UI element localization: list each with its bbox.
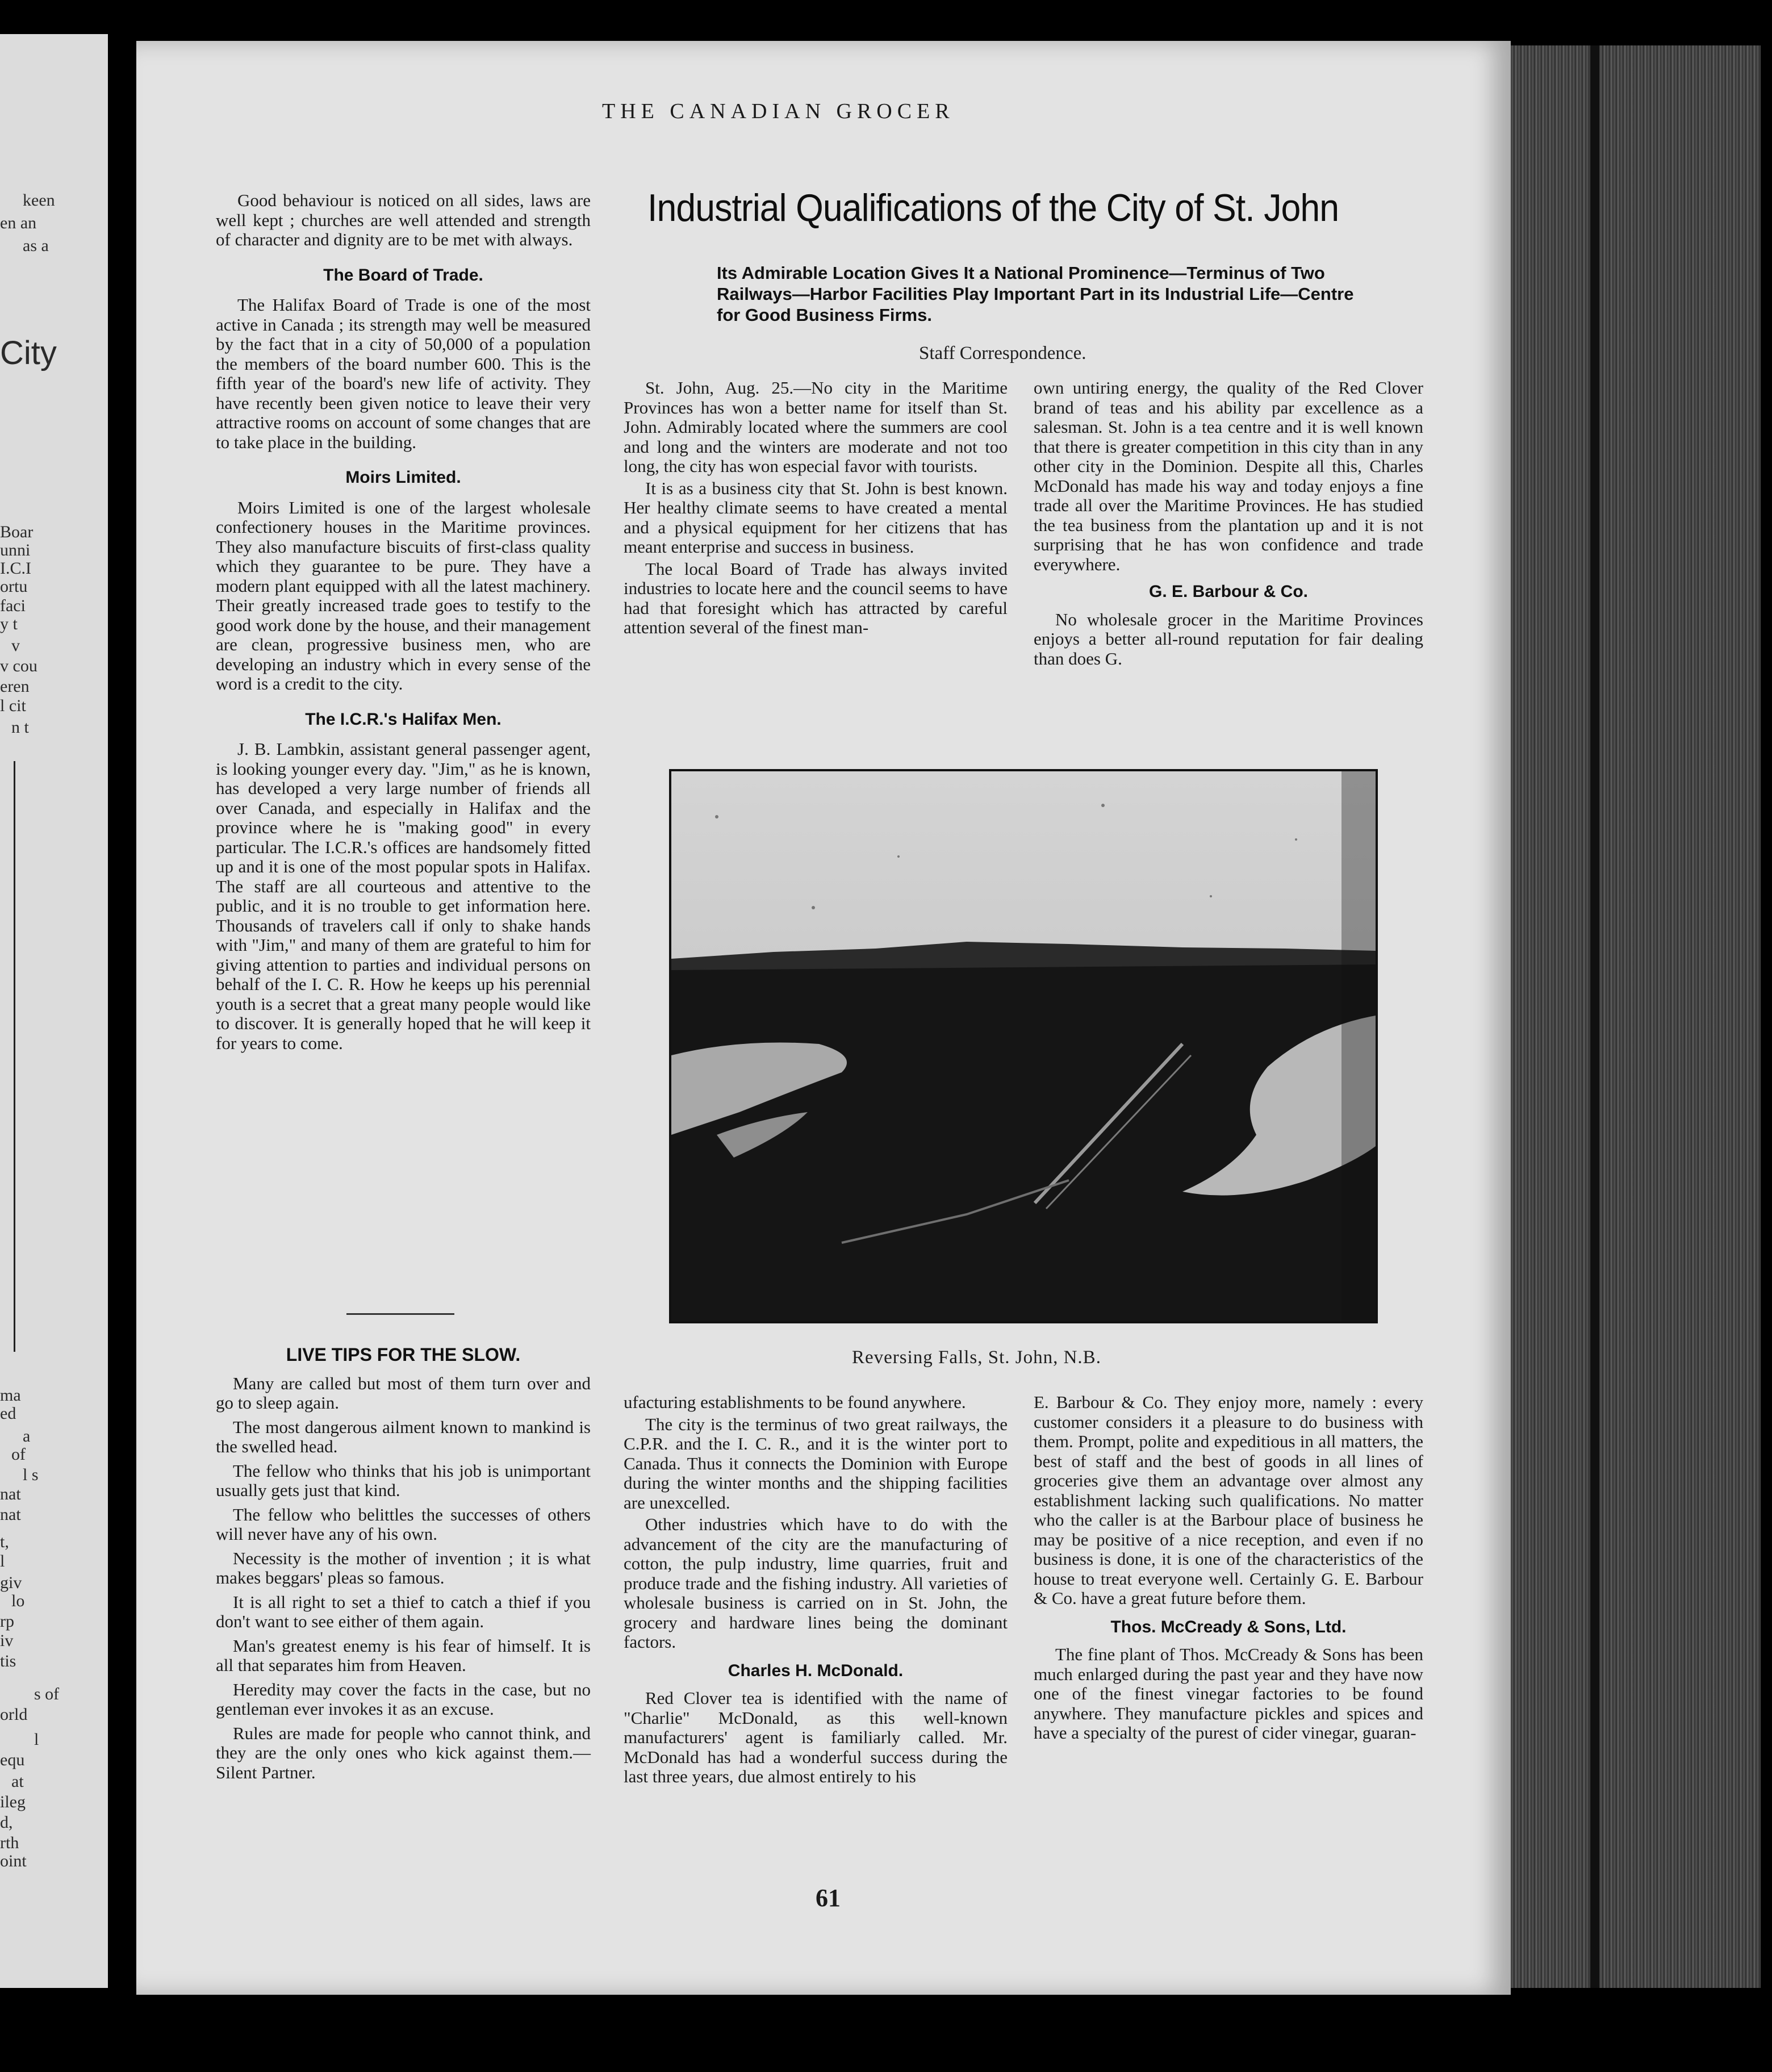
article-byline: Staff Correspondence.	[919, 343, 1086, 364]
section-body-icr: J. B. Lambkin, assistant general passenger agent, is looking younger every day. "Jim," as he is known, has developed a very large number of friends all over Canada, and especially in Halifax and the province where he is "making good" in every particular. The I.C.R.'s offices are handsomely fitted up and it is one of the most popular spots in Halifax. The staff are all courteous and attentive to the public, and it is no trouble to get information here. Thousands of travelers call if only to shake hands with "Jim," and many of them are grateful to him for giving attention to parties and individual persons on behalf of the I. C. R. How he keeps up his perennial youth is a secret that a great many people would like to discover. It is generally hoped that he will keep it for years to come.	[216, 739, 591, 1053]
section-body-board-of-trade: The Halifax Board of Trade is one of the most active in Canada ; its strength may well be measured by the fact that in a city of 50,000 of a population the members of the board number 600. This is the fifth year of the board's new life of activity. They have recently been given notice to leave their very attractive rooms on account of some changes that are to take place in the building.	[216, 295, 591, 452]
section-title-mccready: Thos. McCready & Sons, Ltd.	[1110, 1617, 1347, 1636]
live-tip-item: Many are called but most of them turn over and go to sleep again.	[216, 1373, 591, 1413]
section-body-moirs: Moirs Limited is one of the largest wholesale confectionery houses in the Maritime provinces. They also manufacture biscuits of first-class quality which they guarantee to be pure. They have a modern plant equipped with all the latest machinery. Their greatly increased trade goes to testify to the good work done by the house, and their management are clean, progressive business men, who are developing an industry which in every sense of the word is a credit to the city.	[216, 497, 591, 694]
photo-caption: Reversing Falls, St. John, N.B.	[852, 1347, 1101, 1368]
facing-page-text-fragment: unni	[0, 541, 31, 559]
article-headline: Industrial Qualifications of the City of St. John	[647, 186, 1339, 229]
facing-page-text-fragment: nat	[0, 1505, 21, 1524]
facing-page-text-fragment: en an	[0, 214, 37, 232]
facing-page-text-fragment: orld	[0, 1705, 28, 1724]
facing-page-text-fragment: of	[11, 1445, 26, 1464]
article-paragraph: E. Barbour & Co. They enjoy more, namely : every customer considers it a pleasure to do business with them. Prompt, polite and expeditious in all matters, the best of staff and the best of goods in all lines of groceries give them an advantage over almost any establishment lacking such qualifications. No matter who the caller is at the Barbour place of business he may be positive of a nice reception, and even if no business is done, it is one of the characteristics of the house to treat everyone well. Certainly G. E. Barbour & Co. have a great future before them.	[1034, 1392, 1423, 1608]
facing-page-text-fragment: v	[11, 636, 20, 655]
live-tip-item: The most dangerous ailment known to mankind is the swelled head.	[216, 1417, 591, 1456]
facing-page-border-rule	[0, 761, 15, 1352]
live-tip-item: Rules are made for people who cannot think, and they are the only ones who kick against them.—Silent Partner.	[216, 1723, 591, 1782]
facing-page-text-fragment: nat	[0, 1485, 21, 1503]
facing-page-text-fragment: v cou	[0, 657, 37, 675]
section-title-board-of-trade: The Board of Trade.	[323, 265, 483, 285]
facing-page-text-fragment: eren	[0, 677, 30, 696]
facing-page-text-fragment: at	[11, 1772, 24, 1791]
article-column-2-top	[1034, 378, 1423, 669]
live-tips-list	[216, 1374, 591, 1783]
facing-page-text-fragment: y t	[0, 615, 18, 633]
facing-page-text-fragment: I.C.I	[0, 559, 31, 578]
column-divider-rule	[346, 1313, 454, 1315]
article-paragraph: Other industries which have to do with the advancement of the city are the manufacturing of cotton, the pulp industry, lime quarries, fruit and produce trade and the fishing industry. All varieties of wholesale business is carried on in St. John, the grocery and hardware lines being the dominant factors.	[624, 1514, 1008, 1652]
section-body-mcdonald: Red Clover tea is identified with the name of "Charlie" McDonald, as this well-known manufacturers' agent is familiarly called. Mr. McDonald has had a wonderful success during the last three years, due almost entirely to his	[624, 1688, 1008, 1786]
facing-page-text-fragment: a	[23, 1427, 31, 1446]
live-tip-item: It is all right to set a thief to catch a thief if you don't want to see either of them again.	[216, 1591, 591, 1631]
live-tip-item: The fellow who belittles the successes of others will never have any of his own.	[216, 1504, 591, 1544]
photo-image	[671, 771, 1376, 1321]
facing-page-text-fragment: Boar	[0, 523, 34, 541]
facing-page-text-fragment: oint	[0, 1852, 27, 1870]
facing-page-text-fragment: ileg	[0, 1793, 26, 1811]
book-page-edge	[1511, 45, 1761, 1988]
running-head: THE CANADIAN GROCER	[602, 99, 955, 123]
article-paragraph: The local Board of Trade has always invited industries to locate here and the council seems to have had that foresight which has attracted by careful attention several of the finest man-	[624, 558, 1008, 637]
facing-page-text-fragment: d,	[0, 1813, 13, 1832]
facing-page-text-fragment: n t	[11, 718, 29, 737]
facing-page-text-fragment: keen	[23, 191, 55, 210]
facing-page-text-fragment: l	[0, 1552, 5, 1570]
facing-page-text-fragment: l cit	[0, 696, 26, 715]
live-tips-title: LIVE TIPS FOR THE SLOW.	[286, 1344, 521, 1365]
reversing-falls-photo	[669, 769, 1378, 1323]
section-body-barbour: No wholesale grocer in the Maritime Provinces enjoys a better all-round reputation for fair dealing than does G.	[1034, 609, 1423, 669]
live-tip-item: Man's greatest enemy is his fear of himself. It is all that separates him from Heaven.	[216, 1635, 591, 1675]
section-title-moirs: Moirs Limited.	[345, 468, 461, 487]
live-tip-item: Necessity is the mother of invention ; it is what makes beggars' pleas so famous.	[216, 1548, 591, 1588]
facing-page-text-fragment: equ	[0, 1751, 25, 1769]
article-column-1-bottom	[624, 1393, 1008, 1787]
section-title-mcdonald: Charles H. McDonald.	[728, 1661, 904, 1680]
page-number: 61	[816, 1884, 841, 1912]
facing-page-text-fragment: giv	[0, 1573, 22, 1592]
facing-page-text-fragment: faci	[0, 596, 26, 615]
live-tips-box	[216, 1345, 591, 1782]
article-deck: Its Admirable Location Gives It a National Prominence—Terminus of Two Railways—Harbor Facilities Play Important Part in its Industrial Life—Centre for Good Business Firms.	[717, 263, 1354, 325]
facing-page-text-fragment: l s	[23, 1465, 39, 1484]
facing-page-text-fragment: l	[34, 1730, 39, 1749]
section-title-icr: The I.C.R.'s Halifax Men.	[305, 709, 501, 729]
article-paragraph: ufacturing establishments to be found anywhere.	[624, 1392, 966, 1412]
article-column-1-top	[624, 378, 1008, 638]
article-paragraph: own untiring energy, the quality of the Red Clover brand of teas and his ability par excellence as a salesman. St. John is a tea centre and it is well known that there is greater competition in this city than in any other city in the Dominion. Despite all this, Charles McDonald has made his way and today enjoys a fine trade all over the Maritime Provinces. He has studied the tea business from the plantation up and it is not surprising that he has won confidence and trade everywhere.	[1034, 378, 1423, 574]
article-paragraph: It is as a business city that St. John is best known. Her healthy climate seems to have created a mental and a physical equipment for her citizens that has meant enterprise and success in business.	[624, 478, 1008, 557]
facing-page-text-fragment: rp	[0, 1612, 14, 1631]
article-column-2-bottom	[1034, 1393, 1423, 1743]
live-tip-item: The fellow who thinks that his job is unimportant usually gets just that kind.	[216, 1460, 591, 1500]
facing-page-text-fragment: s of	[34, 1685, 60, 1703]
facing-page-text-fragment: ed	[0, 1404, 16, 1423]
facing-page-text-fragment: ma	[0, 1386, 21, 1405]
facing-page-text-fragment: City	[0, 335, 57, 371]
facing-page-text-fragment: iv	[0, 1631, 14, 1650]
facing-page-text-fragment: tis	[0, 1652, 16, 1670]
facing-page-text-fragment: lo	[11, 1591, 25, 1610]
live-tip-item: Heredity may cover the facts in the case, but no gentleman ever invokes it as an excuse.	[216, 1679, 591, 1719]
article-paragraph: The city is the terminus of two great railways, the C.P.R. and the I. C. R., and it is the winter port to Canada. Thus it connects the Dominion with Europe during the winter months and the shipping facilities are unexcelled.	[624, 1414, 1008, 1513]
section-body-mccready: The fine plant of Thos. McCready & Sons has been much enlarged during the past year and they have now one of the finest vinegar factories to be found anywhere. They manufacture pickles and spices and have a specialty of the purest of cider vinegar, guaran-	[1034, 1644, 1423, 1743]
section-title-barbour: G. E. Barbour & Co.	[1148, 582, 1309, 601]
facing-page-text-fragment: rth	[0, 1833, 19, 1852]
facing-page-text-fragment: as a	[23, 236, 49, 255]
facing-page-text-fragment: ortu	[0, 577, 28, 596]
left-column-lead: Good behaviour is noticed on all sides, laws are well kept ; churches are well attended and strength of character and dignity are to be met with always.	[216, 190, 591, 249]
facing-page-text-fragment: t,	[0, 1532, 9, 1551]
article-paragraph: St. John, Aug. 25.—No city in the Maritime Provinces has won a better name for itself than St. John. Admirably located where the summers are cool and long and the winters are moderate and not too long, the city has won especial favor with tourists.	[624, 378, 1008, 476]
left-column	[216, 191, 591, 1053]
facing-page-fragment	[0, 34, 108, 1988]
